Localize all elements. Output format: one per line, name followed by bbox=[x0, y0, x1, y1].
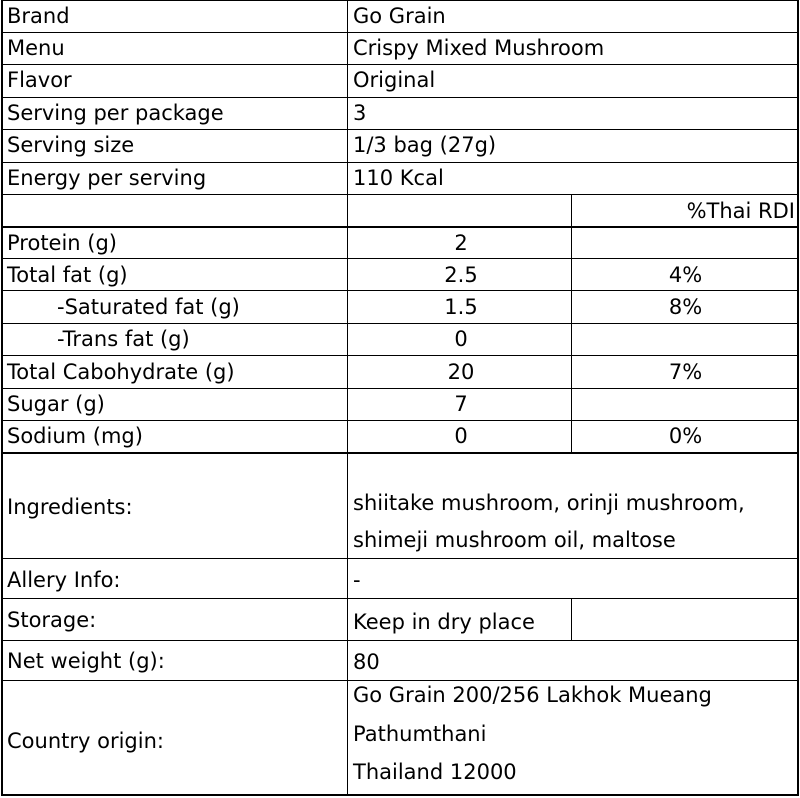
nutrient-protein-amount: 2 bbox=[454, 231, 468, 255]
row-divider bbox=[1, 162, 799, 163]
row-divider bbox=[1, 355, 799, 356]
row-divider bbox=[1, 598, 799, 599]
row-divider bbox=[1, 32, 799, 33]
row-divider bbox=[1, 194, 799, 195]
serving-size-label: Serving size bbox=[7, 133, 135, 157]
column-divider bbox=[571, 598, 572, 640]
nutrient-sodium-rdi: 0% bbox=[668, 424, 703, 448]
energy-label: Energy per serving bbox=[7, 166, 207, 190]
row-divider bbox=[1, 226, 799, 228]
row-divider bbox=[1, 640, 799, 641]
nutrient-trans-fat-label: -Trans fat (g) bbox=[57, 327, 190, 351]
column-divider bbox=[571, 195, 572, 453]
row-divider bbox=[1, 64, 799, 65]
nutrient-sugar-label: Sugar (g) bbox=[7, 392, 105, 416]
serving-size-value: 1/3 bag (27g) bbox=[353, 133, 497, 157]
row-divider bbox=[1, 558, 799, 559]
row-divider bbox=[1, 420, 799, 421]
country-origin-line: Pathumthani bbox=[353, 722, 487, 746]
nutrient-total-fat-rdi: 4% bbox=[668, 263, 703, 287]
serving-per-package-label: Serving per package bbox=[7, 101, 224, 125]
allergy-value: - bbox=[353, 568, 361, 592]
nutrient-carbohydrate-amount: 20 bbox=[447, 360, 475, 384]
brand-value: Go Grain bbox=[353, 4, 446, 28]
nutrient-sodium-amount: 0 bbox=[454, 424, 468, 448]
nutrient-total-fat-label: Total fat (g) bbox=[7, 263, 128, 287]
nutrient-saturated-fat-rdi: 8% bbox=[668, 295, 703, 319]
table-border bbox=[1, 0, 3, 796]
nutrition-table bbox=[1, 0, 799, 796]
ingredients-line: shimeji mushroom oil, maltose bbox=[353, 528, 676, 552]
flavor-label: Flavor bbox=[7, 68, 72, 92]
country-origin-label: Country origin: bbox=[7, 729, 164, 753]
row-divider bbox=[1, 97, 799, 98]
nutrient-protein-rdi bbox=[572, 227, 799, 259]
net-weight-label: Net weight (g): bbox=[7, 649, 165, 673]
nutrient-trans-fat-rdi bbox=[572, 323, 799, 355]
column-divider bbox=[347, 0, 348, 796]
nutrient-saturated-fat-amount: 1.5 bbox=[444, 295, 478, 319]
energy-value: 110 Kcal bbox=[353, 166, 444, 190]
country-origin-line: Go Grain 200/256 Lakhok Mueang bbox=[353, 683, 712, 707]
storage-label: Storage: bbox=[7, 608, 97, 632]
rdi-header: %Thai RDI bbox=[686, 199, 795, 223]
ingredients-line: shiitake mushroom, orinji mushroom, bbox=[353, 491, 745, 515]
row-divider bbox=[1, 258, 799, 259]
row-divider bbox=[1, 129, 799, 130]
nutrient-protein-label: Protein (g) bbox=[7, 231, 118, 255]
flavor-value: Original bbox=[353, 68, 436, 92]
brand-label: Brand bbox=[7, 4, 70, 28]
row-divider bbox=[1, 452, 799, 454]
nutrient-sodium-label: Sodium (mg) bbox=[7, 424, 143, 448]
storage-value: Keep in dry place bbox=[353, 610, 535, 634]
nutrient-carbohydrate-label: Total Cabohydrate (g) bbox=[7, 360, 235, 384]
row-divider bbox=[1, 680, 799, 681]
nutrient-total-fat-amount: 2.5 bbox=[444, 263, 478, 287]
table-border bbox=[797, 0, 799, 796]
row-divider bbox=[1, 323, 799, 324]
nutrient-carbohydrate-rdi: 7% bbox=[668, 360, 703, 384]
menu-label: Menu bbox=[7, 36, 65, 60]
table-border bbox=[1, 0, 799, 1]
menu-value: Crispy Mixed Mushroom bbox=[353, 36, 605, 60]
ingredients-label: Ingredients: bbox=[7, 495, 133, 519]
nutrient-saturated-fat-label: -Saturated fat (g) bbox=[57, 295, 240, 319]
serving-per-package-value: 3 bbox=[353, 101, 367, 125]
row-divider bbox=[1, 388, 799, 389]
net-weight-value: 80 bbox=[353, 650, 380, 674]
allergy-label: Allery Info: bbox=[7, 568, 121, 592]
table-border bbox=[1, 794, 799, 796]
country-origin-line: Thailand 12000 bbox=[353, 760, 517, 784]
nutrient-sugar-rdi bbox=[572, 388, 799, 420]
nutrient-sugar-amount: 7 bbox=[454, 392, 468, 416]
nutrient-trans-fat-amount: 0 bbox=[454, 327, 468, 351]
row-divider bbox=[1, 290, 799, 291]
